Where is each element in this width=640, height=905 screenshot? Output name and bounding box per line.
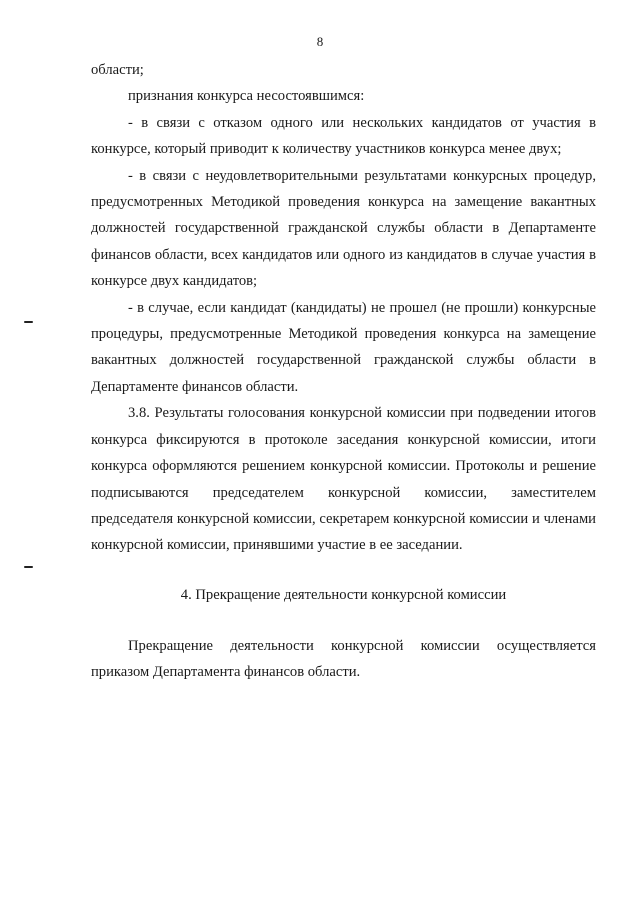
list-item-not-passed: - в случае, если кандидат (кандидаты) не прошел (не прошли) конкурсные процедуры, предусмотренные Методикой проведения конкурса на замещение вакантных должностей государственной гражданской службы области в Департаменте финансов области. (91, 299, 596, 395)
page-number: 8 (316, 34, 324, 49)
list-item-unsatisfactory-results: - в связи с неудовлетворительными результатами конкурсных процедур, предусмотренных Методикой проведения конкурса на замещение вакантных должностей государственной гражданской службы области в Департаменте финансов области, всех кандидатов или одного из кандидатов в случае участия в конкурсе двух кандидатов; (91, 167, 596, 290)
paragraph-failure-conditions: признания конкурса несостоявшимся: (128, 88, 365, 105)
section-4-body (91, 633, 596, 686)
paragraph-continuation: области; (91, 62, 144, 78)
paragraph-3-8: 3.8. Результаты голосования конкурсной комиссии при подведении итогов конкурса фиксируются в протоколе заседания конкурсной комиссии, итоги конкурса оформляются решением конкурсной комиссии. Протоколы и решение подписываются председателем конкурсной комиссии, заместителем председателя конкурсной комиссии, секретарем конкурсной комиссии и членами конкурсной комиссии, принявшими участие в ее заседании. (91, 405, 596, 554)
margin-mark (24, 566, 33, 568)
section-heading-4: 4. Прекращение деятельности конкурсной комиссии (180, 587, 507, 603)
document-body (91, 57, 596, 559)
list-item-withdrawal: - в связи с отказом одного или нескольких кандидатов от участия в конкурсе, который приводит к количеству участников конкурса менее двух; (91, 114, 596, 158)
margin-mark (24, 321, 33, 323)
paragraph-termination: Прекращение деятельности конкурсной комиссии осуществляется приказом Департамента финансов области. (91, 638, 596, 681)
